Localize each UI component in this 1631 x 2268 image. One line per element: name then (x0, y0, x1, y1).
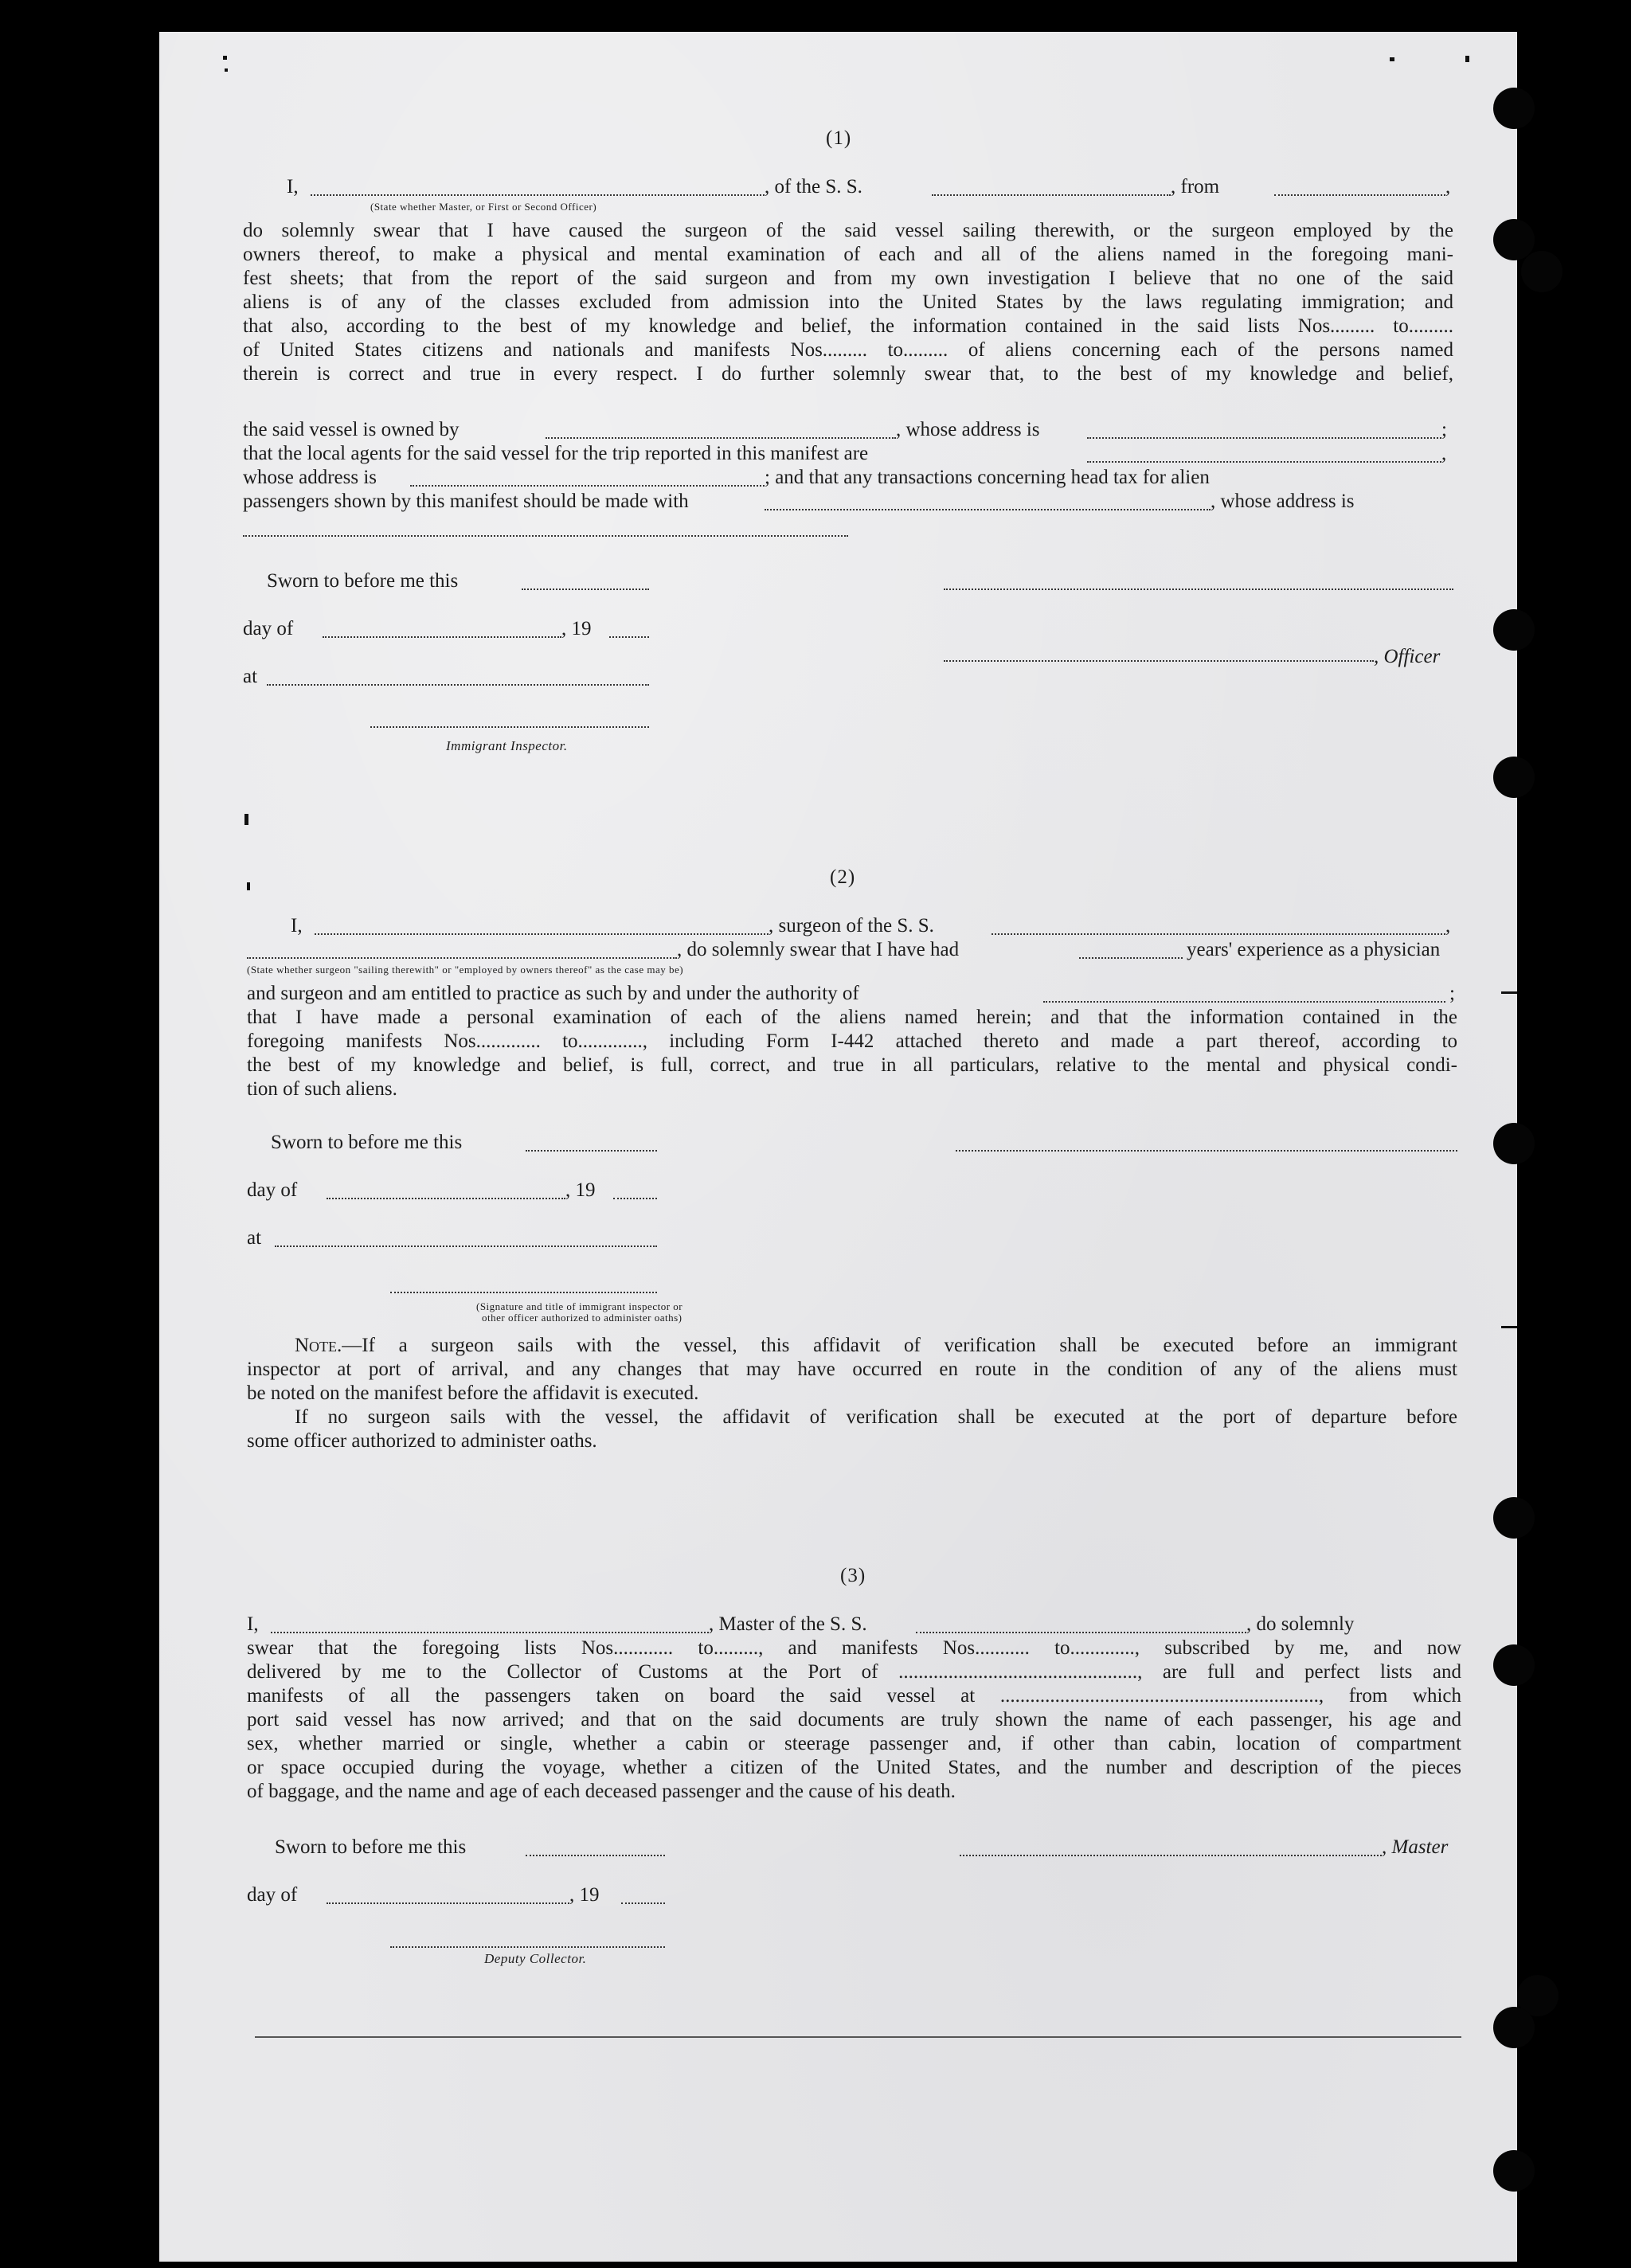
owner-address-field[interactable] (1087, 436, 1441, 439)
body-line: that also, according to the best of my knowledge and belief, the information contained in the said lists Nos......... to......... (243, 315, 1453, 337)
sworn-day-field-2[interactable] (526, 1148, 657, 1152)
authority-field[interactable] (1043, 999, 1445, 1003)
master-name-field-3[interactable] (271, 1630, 709, 1633)
body-line: foregoing manifests Nos............. to............., including Form I-442 attached thereto and made a part thereof, according to (247, 1030, 1457, 1052)
bottom-rule (255, 2035, 1461, 2038)
ink-speck (1390, 57, 1394, 61)
deputy-caption: Deputy Collector. (484, 1951, 587, 1966)
text: years' experience as a physician (1187, 939, 1441, 960)
text: , whose address is (896, 419, 1040, 440)
punch-hole (1493, 1644, 1535, 1686)
agents-address-line (243, 466, 1453, 490)
inspector-caption: Immigrant Inspector. (446, 738, 568, 753)
master-label: , Master (1382, 1836, 1449, 1858)
note-block (247, 1334, 1457, 1453)
text: , do solemnly swear that I have had (677, 939, 960, 960)
text: , whose address is (1211, 491, 1355, 512)
text: at (243, 666, 258, 687)
surgeon-signature-field[interactable] (956, 1148, 1457, 1152)
deputy-signature-field[interactable] (390, 1945, 665, 1948)
ink-speck (223, 56, 227, 60)
form-page (159, 32, 1517, 2262)
surgeon-name-field[interactable] (315, 932, 769, 935)
officer-label: , Officer (1374, 646, 1441, 667)
month-field[interactable] (323, 635, 561, 638)
text: , (1445, 915, 1451, 937)
officer-signature-field[interactable] (944, 587, 1453, 590)
sworn-block-2 (247, 1131, 1457, 1314)
text: whose address is (243, 467, 377, 488)
headtax-address-field[interactable] (243, 534, 848, 537)
text: day of (247, 1884, 298, 1906)
text: I, (287, 176, 299, 197)
text: , do solemnly (1246, 1613, 1355, 1635)
ink-speck (1501, 1326, 1517, 1328)
from-port-field[interactable] (1274, 193, 1445, 196)
body-line: port said vessel has now arrived; and that on the said documents are truly shown the name of each passenger, his age and (247, 1709, 1461, 1730)
inspector-signature-field[interactable] (370, 725, 649, 728)
headtax-line (243, 490, 1453, 514)
punch-hole (1493, 2150, 1535, 2192)
ship-name-field-3[interactable] (916, 1630, 1246, 1633)
body-line: therein is correct and true in every respect. I do further solemnly swear that, to the best of my knowledge and belief, (243, 363, 1453, 385)
sworn-block-3 (247, 1836, 1461, 1955)
note-line: be noted on the manifest before the affidavit is executed. (247, 1382, 699, 1404)
text: , 19 (569, 1884, 600, 1906)
agents-line (243, 442, 1453, 466)
place-field[interactable] (267, 682, 649, 686)
text: I, (247, 1613, 259, 1635)
text: , from (1171, 176, 1220, 197)
body-line: sex, whether married or single, whether a cabin or steerage passenger and, if other than cabin, location of compartment (247, 1733, 1461, 1754)
text: , (1445, 176, 1451, 197)
headtax-contact-field[interactable] (765, 507, 1211, 510)
text: , Master of the S. S. (709, 1613, 867, 1635)
year-field[interactable] (609, 635, 649, 638)
owner-line (243, 418, 1453, 442)
punch-hole (1521, 251, 1563, 292)
text: , 19 (561, 618, 592, 639)
ink-speck (1501, 991, 1517, 994)
body-line: that I have made a personal examination of each of the aliens named herein; and that the information contained in the (247, 1007, 1457, 1028)
master-name-field[interactable] (311, 193, 765, 196)
ink-speck (244, 814, 248, 825)
ink-speck (225, 68, 228, 72)
punch-hole (1493, 1497, 1535, 1539)
text: at (247, 1227, 262, 1249)
text: I, (291, 915, 303, 937)
text: , of the S. S. (765, 176, 862, 197)
note-text: —If a surgeon sails with the vessel, this affidavit of verification shall be executed before an immigrant (342, 1335, 1457, 1356)
note-line: If no surgeon sails with the vessel, the affidavit of verification shall be executed at the port of departure before (295, 1406, 1457, 1428)
punch-hole (1493, 88, 1535, 129)
agents-field[interactable] (1087, 459, 1441, 463)
text: day of (243, 618, 294, 639)
section3-body (247, 1636, 1461, 1804)
text: Sworn to before me this (267, 570, 459, 592)
field-caption: (State whether surgeon "sailing therewith" or "employed by owners thereof" as the case may be) (247, 964, 684, 976)
body-line: or space occupied during the voyage, whether a citizen of the United States, and the number and description of the pieces (247, 1757, 1461, 1778)
body-line: aliens is of any of the classes excluded from admission into the United States by the laws regulating immigration; and (243, 291, 1453, 313)
section-number: (3) (840, 1565, 866, 1586)
section1-body (243, 219, 1453, 386)
body-line: fest sheets; that from the report of the said surgeon and from my own investigation I believe that no one of the said (243, 268, 1453, 289)
punch-hole (1493, 1123, 1535, 1164)
sworn-day-field[interactable] (522, 587, 649, 590)
text: that the local agents for the said vessel for the trip reported in this manifest are (243, 443, 869, 464)
text: , (1441, 443, 1447, 464)
section-number: (2) (830, 866, 856, 888)
month-field-2[interactable] (327, 1196, 565, 1199)
text: , 19 (565, 1179, 596, 1201)
text: the said vessel is owned by (243, 419, 460, 440)
section2-line2 (247, 938, 1457, 962)
sig-caption: (Signature and title of immigrant inspector or (476, 1300, 683, 1312)
punch-hole (1493, 609, 1535, 651)
year-field-3[interactable] (621, 1901, 665, 1904)
sig-caption: other officer authorized to administer oaths) (482, 1312, 683, 1324)
surgeon-type-field[interactable] (247, 956, 677, 959)
master-signature-field[interactable] (960, 1853, 1382, 1856)
punch-hole (1493, 219, 1535, 260)
text: day of (247, 1179, 298, 1201)
body-line: swear that the foregoing lists Nos............ to........., and manifests Nos........... to............., subscribed by me, and now (247, 1637, 1461, 1659)
ink-speck (247, 882, 250, 890)
body-line: the best of my knowledge and belief, is full, correct, and true in all particulars, relative to the mental and physical condi- (247, 1054, 1457, 1076)
text: , surgeon of the S. S. (769, 915, 934, 937)
body-line: delivered by me to the Collector of Customs at the Port of ................................................, are full and perfect lists and (247, 1661, 1461, 1683)
ship-name-field[interactable] (932, 193, 1171, 196)
note-line: inspector at port of arrival, and any changes that may have occurred en route in the condition of any of the aliens must (247, 1359, 1457, 1380)
text: ; and that any transactions concerning head tax for alien (765, 467, 1210, 488)
owner-field[interactable] (546, 436, 896, 439)
sworn-day-field-3[interactable] (526, 1853, 665, 1856)
note-label: Note. (295, 1335, 342, 1356)
section3-line1 (247, 1613, 1461, 1636)
text: ; (1449, 983, 1455, 1004)
text: and surgeon and am entitled to practice as such by and under the authority of (247, 983, 859, 1004)
year-field-2[interactable] (613, 1196, 657, 1199)
text: passengers shown by this manifest should be made with (243, 491, 689, 512)
body-line: tion of such aliens. (247, 1078, 397, 1100)
agents-address-field[interactable] (410, 483, 765, 487)
body-line: do solemnly swear that I have caused the surgeon of the said vessel sailing therewith, or the surgeon employed by the (243, 220, 1453, 241)
text: Sworn to before me this (275, 1836, 467, 1858)
sworn-block-1 (243, 565, 1453, 764)
month-field-3[interactable] (327, 1901, 569, 1904)
section2-line1 (291, 914, 1453, 938)
place-field-2[interactable] (275, 1244, 657, 1247)
note-line: some officer authorized to administer oaths. (247, 1430, 597, 1452)
inspector-signature-field-2[interactable] (390, 1290, 657, 1293)
text: Sworn to before me this (271, 1132, 463, 1153)
body-line: of baggage, and the name and age of each deceased passenger and the cause of his death. (247, 1781, 956, 1802)
section2-body (247, 1006, 1457, 1101)
punch-hole (1493, 2007, 1535, 2048)
ship-name-field-2[interactable] (992, 932, 1445, 935)
note-line (247, 1334, 1457, 1358)
section-number: (1) (826, 127, 852, 149)
section1-line1 (287, 175, 1449, 199)
body-line: owners thereof, to make a physical and mental examination of each and all of the aliens named in the foregoing mani- (243, 244, 1453, 265)
body-line: of United States citizens and nationals and manifests Nos......... to......... of aliens concerning each of the persons named (243, 339, 1453, 361)
punch-hole (1493, 757, 1535, 798)
officer-field[interactable] (944, 659, 1374, 662)
field-caption: (State whether Master, or First or Second Officer) (370, 201, 597, 213)
text: ; (1441, 419, 1447, 440)
body-line: manifests of all the passengers taken on board the said vessel at ................................................................, from which (247, 1685, 1461, 1707)
authority-line (247, 982, 1457, 1006)
ink-speck (1465, 56, 1469, 62)
years-field[interactable] (1079, 956, 1183, 959)
